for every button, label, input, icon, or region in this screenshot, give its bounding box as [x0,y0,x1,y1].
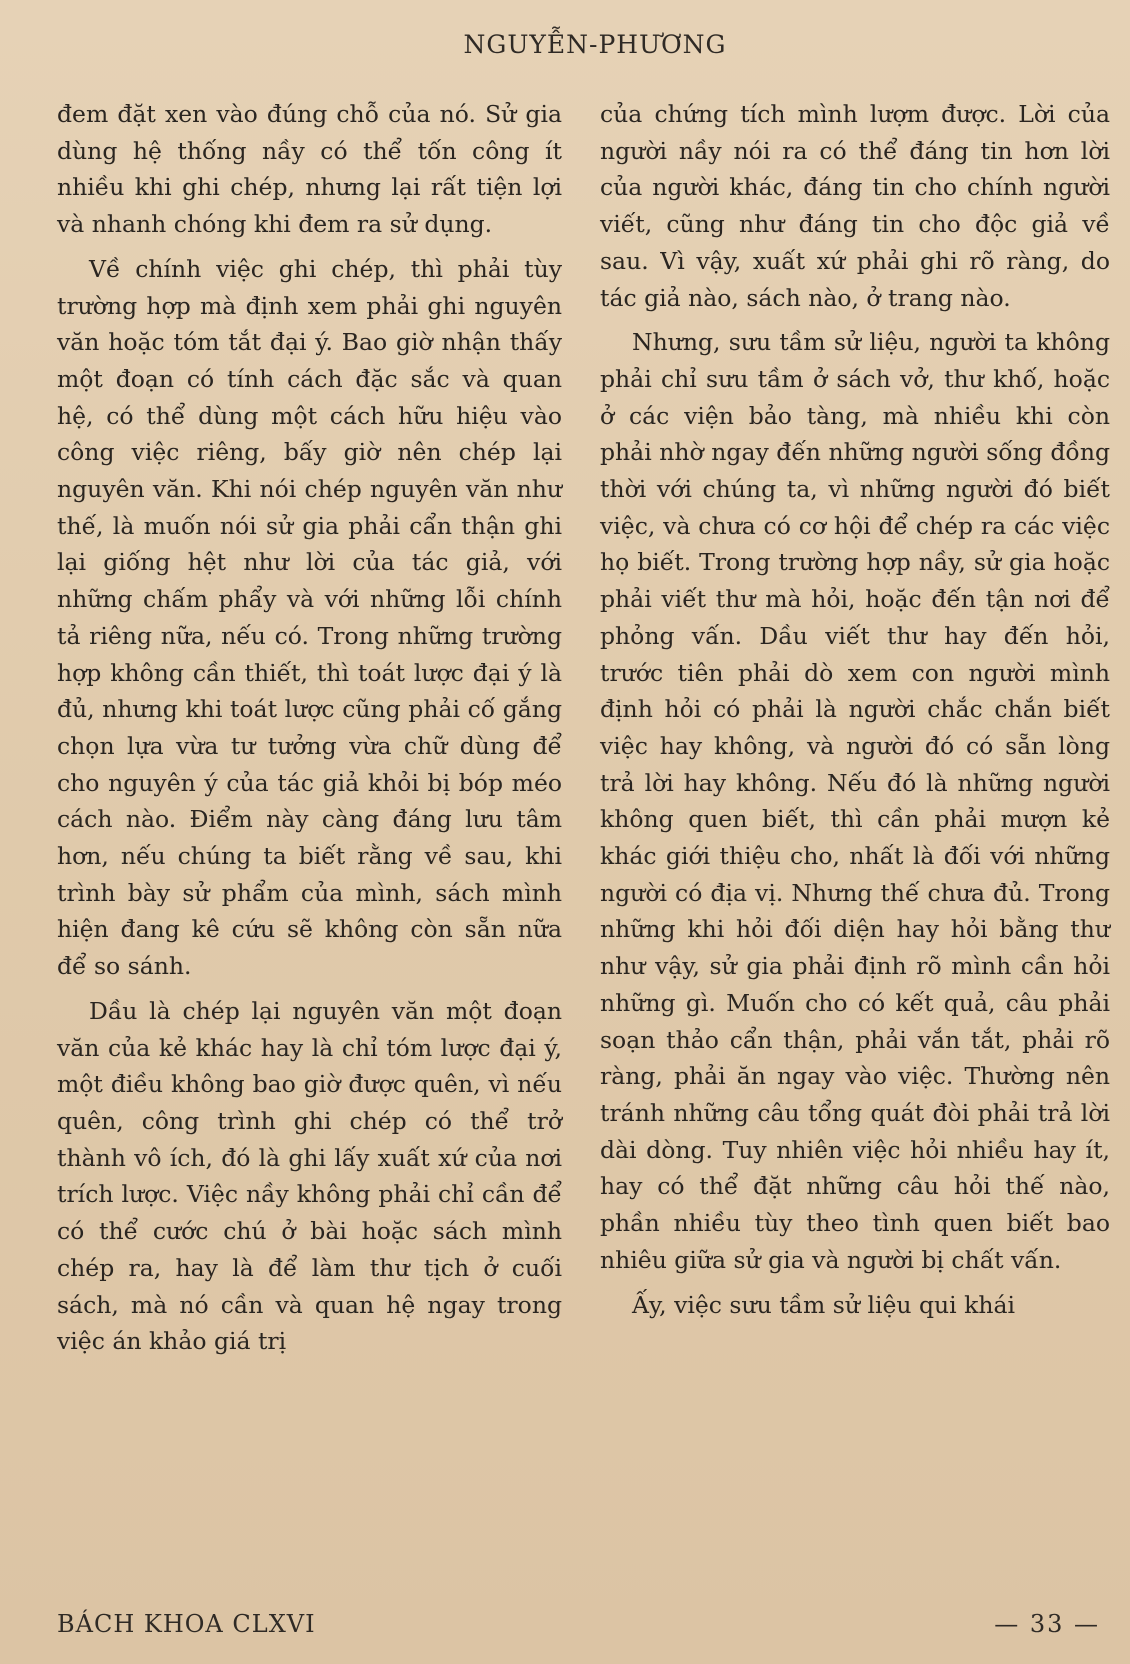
paragraph: của chứng tích mình lượm được. Lời của người nầy nói ra có thể đáng tin hơn lời của người khác, đáng tin cho chính người viết, cũng như đáng tin cho độc giả về sau. Vì vậy, xuất xứ phải ghi rõ ràng, do tác giả nào, sách nào, ở trang nào. [600,100,1110,312]
left-column [57,96,562,1360]
paragraph: Ấy, việc sưu tầm sử liệu qui khái [632,1290,1016,1319]
paragraph: Nhưng, sưu tầm sử liệu, người ta không phải chỉ sưu tầm ở sách vở, thư khố, hoặc ở các viện bảo tàng, mà nhiều khi còn phải nhờ ngay đến những người sống đồng thời với chúng ta, vì những người đó biết việc, và chưa có cơ hội để chép ra các việc họ biết. Trong trường hợp nầy, sử gia hoặc phải viết thư mà hỏi, hoặc đến tận nơi để phỏng vấn. Dầu viết thư hay đến hỏi, trước tiên phải dò xem con người mình định hỏi có phải là người chắc chắn biết việc hay không, và người đó có sẵn lòng trả lời hay không. Nếu đó là những người không quen biết, thì cần phải mượn kẻ khác giới thiệu cho, nhất là đối với những người có địa vị. Nhưng thế chưa đủ. Trong những khi hỏi đối diện hay hỏi bằng thư như vậy, sử gia phải định rõ mình cần hỏi những gì. Muốn cho có kết quả, câu phải soạn thảo cẩn thận, phải vắn tắt, phải rõ ràng, phải ăn ngay vào việc. Thường nên tránh những câu tổng quát đòi phải trả lời dài dòng. Tuy nhiên việc hỏi nhiều hay ít, hay có thể đặt những câu hỏi thế nào, phần nhiều tùy theo tình quen biết bao nhiêu giữa sử gia và người bị chất vấn. [600,328,1110,1274]
running-header: NGUYỄN-PHƯƠNG [463,30,727,59]
paragraph: Về chính việc ghi chép, thì phải tùy trường hợp mà định xem phải ghi nguyên văn hoặc tóm tắt đại ý. Bao giờ nhận thấy một đoạn có tính cách đặc sắc và quan hệ, có thể dùng một cách hữu hiệu vào công việc riêng, bấy giờ nên chép lại nguyên văn. Khi nói chép nguyên văn như thế, là muốn nói sử gia phải cẩn thận ghi lại giống hệt như lời của tác giả, với những chấm phẩy và với những lỗi chính tả riêng nữa, nếu có. Trong những trường hợp không cần thiết, thì toát lược đại ý là đủ, nhưng khi toát lược cũng phải cố gắng chọn lựa vừa tư tưởng vừa chữ dùng để cho nguyên ý của tác giả khỏi bị bóp méo cách nào. Điểm này càng đáng lưu tâm hơn, nếu chúng ta biết rằng về sau, khi trình bày sử phẩm của mình, sách mình hiện đang kê cứu sẽ không còn sẵn nữa để so sánh. [57,254,562,981]
right-column [600,96,1110,1323]
paragraph: Dầu là chép lại nguyên văn một đoạn văn của kẻ khác hay là chỉ tóm lược đại ý, một điều không bao giờ được quên, vì nếu quên, công trình ghi chép có thể trở thành vô ích, đó là ghi lấy xuất xứ của nơi trích lược. Việc nầy không phải chỉ cần để có thể cước chú ở bài hoặc sách mình chép ra, hay là để làm thư tịch ở cuối sách, mà nó cần và quan hệ ngay trong việc án khảo giá trị [57,996,562,1356]
paragraph: đem đặt xen vào đúng chỗ của nó. Sử gia dùng hệ thống nầy có thể tốn công ít nhiều khi ghi chép, nhưng lại rất tiện lợi và nhanh chóng khi đem ra sử dụng. [57,100,562,239]
journal-name: BÁCH KHOA CLXVI [57,1610,316,1638]
page-number: — 33 — [994,1610,1100,1638]
